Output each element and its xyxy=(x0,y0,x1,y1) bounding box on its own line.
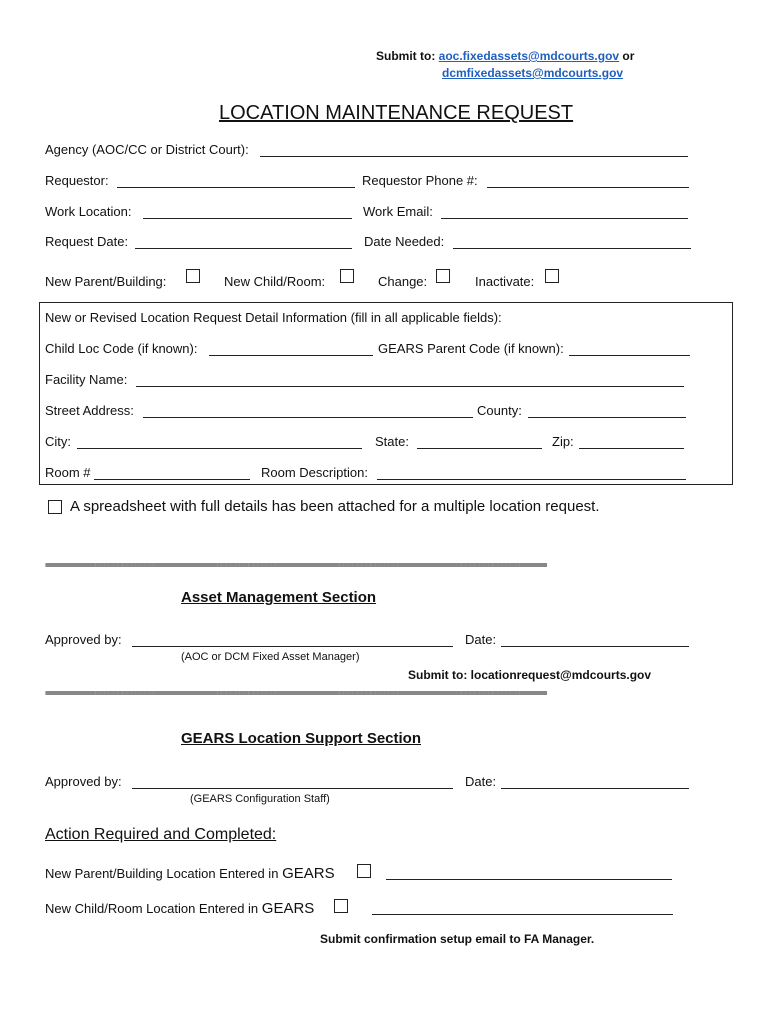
action-footer: Submit confirmation setup email to FA Manager. xyxy=(320,932,595,946)
gears-approver-note: (GEARS Configuration Staff) xyxy=(190,793,330,805)
inactivate-label: Inactivate: xyxy=(475,274,535,289)
work-location-field[interactable] xyxy=(143,218,352,219)
inactivate-checkbox[interactable] xyxy=(545,269,559,283)
requestor-phone-field[interactable] xyxy=(487,187,689,188)
room-description-field[interactable] xyxy=(377,479,686,480)
county-field[interactable] xyxy=(528,417,686,418)
spreadsheet-checkbox[interactable] xyxy=(48,500,62,514)
request-date-label: Request Date: xyxy=(45,234,129,249)
action-title: Action Required and Completed: xyxy=(45,826,277,843)
page-title: LOCATION MAINTENANCE REQUEST xyxy=(219,102,574,124)
separator-2: =============================================================================================================== xyxy=(45,689,547,699)
action-parent-line xyxy=(45,865,335,882)
action-child-checkbox[interactable] xyxy=(334,899,348,913)
new-parent-checkbox[interactable] xyxy=(186,269,200,283)
zip-field[interactable] xyxy=(579,448,684,449)
child-loc-code-field[interactable] xyxy=(209,355,373,356)
gears-date-label: Date: xyxy=(465,774,497,789)
spreadsheet-note: A spreadsheet with full details has been attached for a multiple location request. xyxy=(70,498,600,515)
or-word: or xyxy=(619,49,635,63)
asset-approver-note: (AOC or DCM Fixed Asset Manager) xyxy=(181,651,360,663)
action-child-line xyxy=(45,900,314,917)
action-child-gears-word: GEARS xyxy=(261,900,315,917)
new-child-label: New Child/Room: xyxy=(224,274,326,289)
asset-submit-to: Submit to: locationrequest@mdcourts.gov xyxy=(408,668,652,682)
date-needed-field[interactable] xyxy=(453,248,691,249)
action-parent-label: New Parent/Building Location Entered in xyxy=(45,866,279,881)
action-parent-gears-word: GEARS xyxy=(282,865,335,882)
asset-date-label: Date: xyxy=(465,632,497,647)
street-address-label: Street Address: xyxy=(45,403,134,418)
action-parent-field[interactable] xyxy=(386,879,672,880)
facility-name-label: Facility Name: xyxy=(45,372,128,387)
detail-heading: New or Revised Location Request Detail Information (fill in all applicable fields): xyxy=(45,310,502,325)
change-label: Change: xyxy=(378,274,428,289)
gears-parent-code-field[interactable] xyxy=(569,355,690,356)
separator-1: =============================================================================================================== xyxy=(45,561,547,571)
action-child-label: New Child/Room Location Entered in xyxy=(45,901,259,916)
work-location-label: Work Location: xyxy=(45,204,132,219)
street-address-field[interactable] xyxy=(143,417,473,418)
room-description-label: Room Description: xyxy=(261,465,368,480)
work-email-field[interactable] xyxy=(441,218,688,219)
city-label: City: xyxy=(45,434,71,449)
submit-to-line xyxy=(376,49,634,63)
requestor-phone-label: Requestor Phone #: xyxy=(362,173,478,188)
new-parent-label: New Parent/Building: xyxy=(45,274,167,289)
work-email-label: Work Email: xyxy=(363,204,433,219)
email-link-aoc[interactable]: aoc.fixedassets@mdcourts.gov xyxy=(438,49,620,63)
agency-field[interactable] xyxy=(260,156,688,157)
action-child-field[interactable] xyxy=(372,914,673,915)
requestor-label: Requestor: xyxy=(45,173,109,188)
email-link-dcm[interactable]: dcmfixedassets@mdcourts.gov xyxy=(442,66,624,80)
new-child-checkbox[interactable] xyxy=(340,269,354,283)
room-number-label: Room # xyxy=(45,465,91,480)
agency-label: Agency (AOC/CC or District Court): xyxy=(45,142,249,157)
submit-to-label: Submit to: xyxy=(376,49,439,63)
state-field[interactable] xyxy=(417,448,542,449)
zip-label: Zip: xyxy=(552,434,574,449)
asset-date-field[interactable] xyxy=(501,646,689,647)
detail-box xyxy=(39,302,733,485)
asset-approved-by-field[interactable] xyxy=(132,646,453,647)
request-date-field[interactable] xyxy=(135,248,352,249)
asset-section-title: Asset Management Section xyxy=(181,589,377,606)
asset-approved-by-label: Approved by: xyxy=(45,632,122,647)
facility-name-field[interactable] xyxy=(136,386,684,387)
gears-date-field[interactable] xyxy=(501,788,689,789)
change-checkbox[interactable] xyxy=(436,269,450,283)
county-label: County: xyxy=(477,403,522,418)
date-needed-label: Date Needed: xyxy=(364,234,445,249)
child-loc-code-label: Child Loc Code (if known): xyxy=(45,341,198,356)
gears-approved-by-label: Approved by: xyxy=(45,774,122,789)
state-label: State: xyxy=(375,434,409,449)
gears-approved-by-field[interactable] xyxy=(132,788,453,789)
action-parent-checkbox[interactable] xyxy=(357,864,371,878)
city-field[interactable] xyxy=(77,448,362,449)
room-number-field[interactable] xyxy=(94,479,250,480)
requestor-field[interactable] xyxy=(117,187,355,188)
gears-parent-code-label: GEARS Parent Code (if known): xyxy=(378,341,564,356)
gears-section-title: GEARS Location Support Section xyxy=(181,730,422,747)
